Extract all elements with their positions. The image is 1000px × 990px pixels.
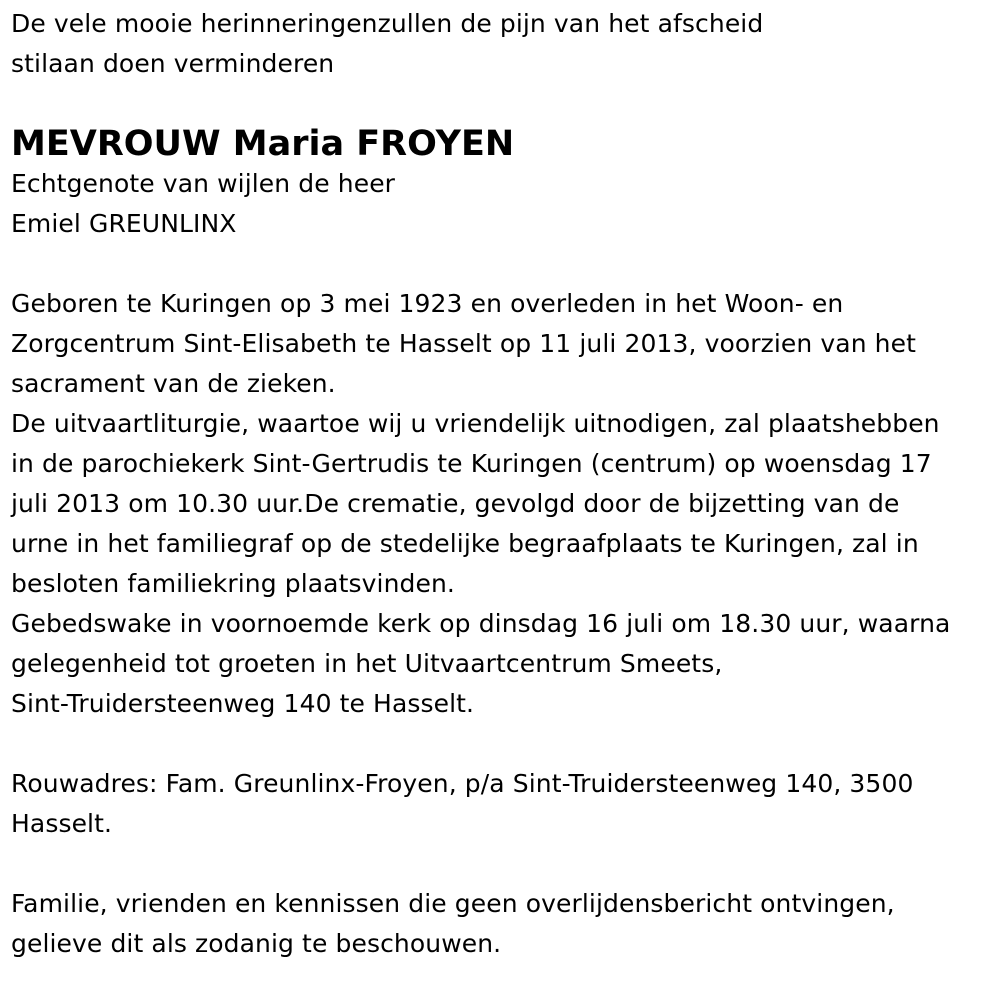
memorial-quote [11, 4, 991, 84]
announcement-line: in de parochiekerk Sint-Gertrudis te Kuringen (centrum) op woensdag 17 [11, 449, 932, 478]
announcement-text [11, 284, 991, 724]
mourning-address [11, 764, 991, 844]
announcement-line: juli 2013 om 10.30 uur.De crematie, gevolgd door de bijzetting van de [11, 489, 900, 518]
spouse-line: Emiel GREUNLINX [11, 209, 237, 238]
deceased-name: MEVROUW Maria FROYEN [11, 124, 515, 164]
announcement-line: besloten familiekring plaatsvinden. [11, 569, 455, 598]
spouse-line: Echtgenote van wijlen de heer [11, 169, 396, 198]
quote-line: De vele mooie herinneringenzullen de pijn van het afscheid [11, 9, 764, 38]
quote-line: stilaan doen verminderen [11, 49, 335, 78]
announcement-line: Zorgcentrum Sint-Elisabeth te Hasselt op 11 juli 2013, voorzien van het [11, 329, 917, 358]
spacer [11, 244, 991, 284]
announcement-line: Sint-Truidersteenweg 140 te Hasselt. [11, 689, 475, 718]
announcement-line: Gebedswake in voornoemde kerk op dinsdag 16 juli om 18.30 uur, waarna [11, 609, 951, 638]
closing-line: Familie, vrienden en kennissen die geen overlijdensbericht ontvingen, [11, 889, 895, 918]
spacer [11, 724, 991, 764]
announcement-line: urne in het familiegraf op de stedelijke begraafplaats te Kuringen, zal in [11, 529, 919, 558]
announcement-line: sacrament van de zieken. [11, 369, 336, 398]
obituary-notice [11, 4, 991, 964]
address-line: Rouwadres: Fam. Greunlinx-Froyen, p/a Sint-Truidersteenweg 140, 3500 [11, 769, 914, 798]
spouse-info [11, 164, 991, 244]
spacer [11, 844, 991, 884]
closing-line: gelieve dit als zodanig te beschouwen. [11, 929, 502, 958]
announcement-line: De uitvaartliturgie, waartoe wij u vriendelijk uitnodigen, zal plaatshebben [11, 409, 940, 438]
announcement-line: gelegenheid tot groeten in het Uitvaartcentrum Smeets, [11, 649, 723, 678]
spacer [11, 84, 991, 124]
announcement-line: Geboren te Kuringen op 3 mei 1923 en overleden in het Woon- en [11, 289, 844, 318]
address-line: Hasselt. [11, 809, 113, 838]
closing-note [11, 884, 991, 964]
